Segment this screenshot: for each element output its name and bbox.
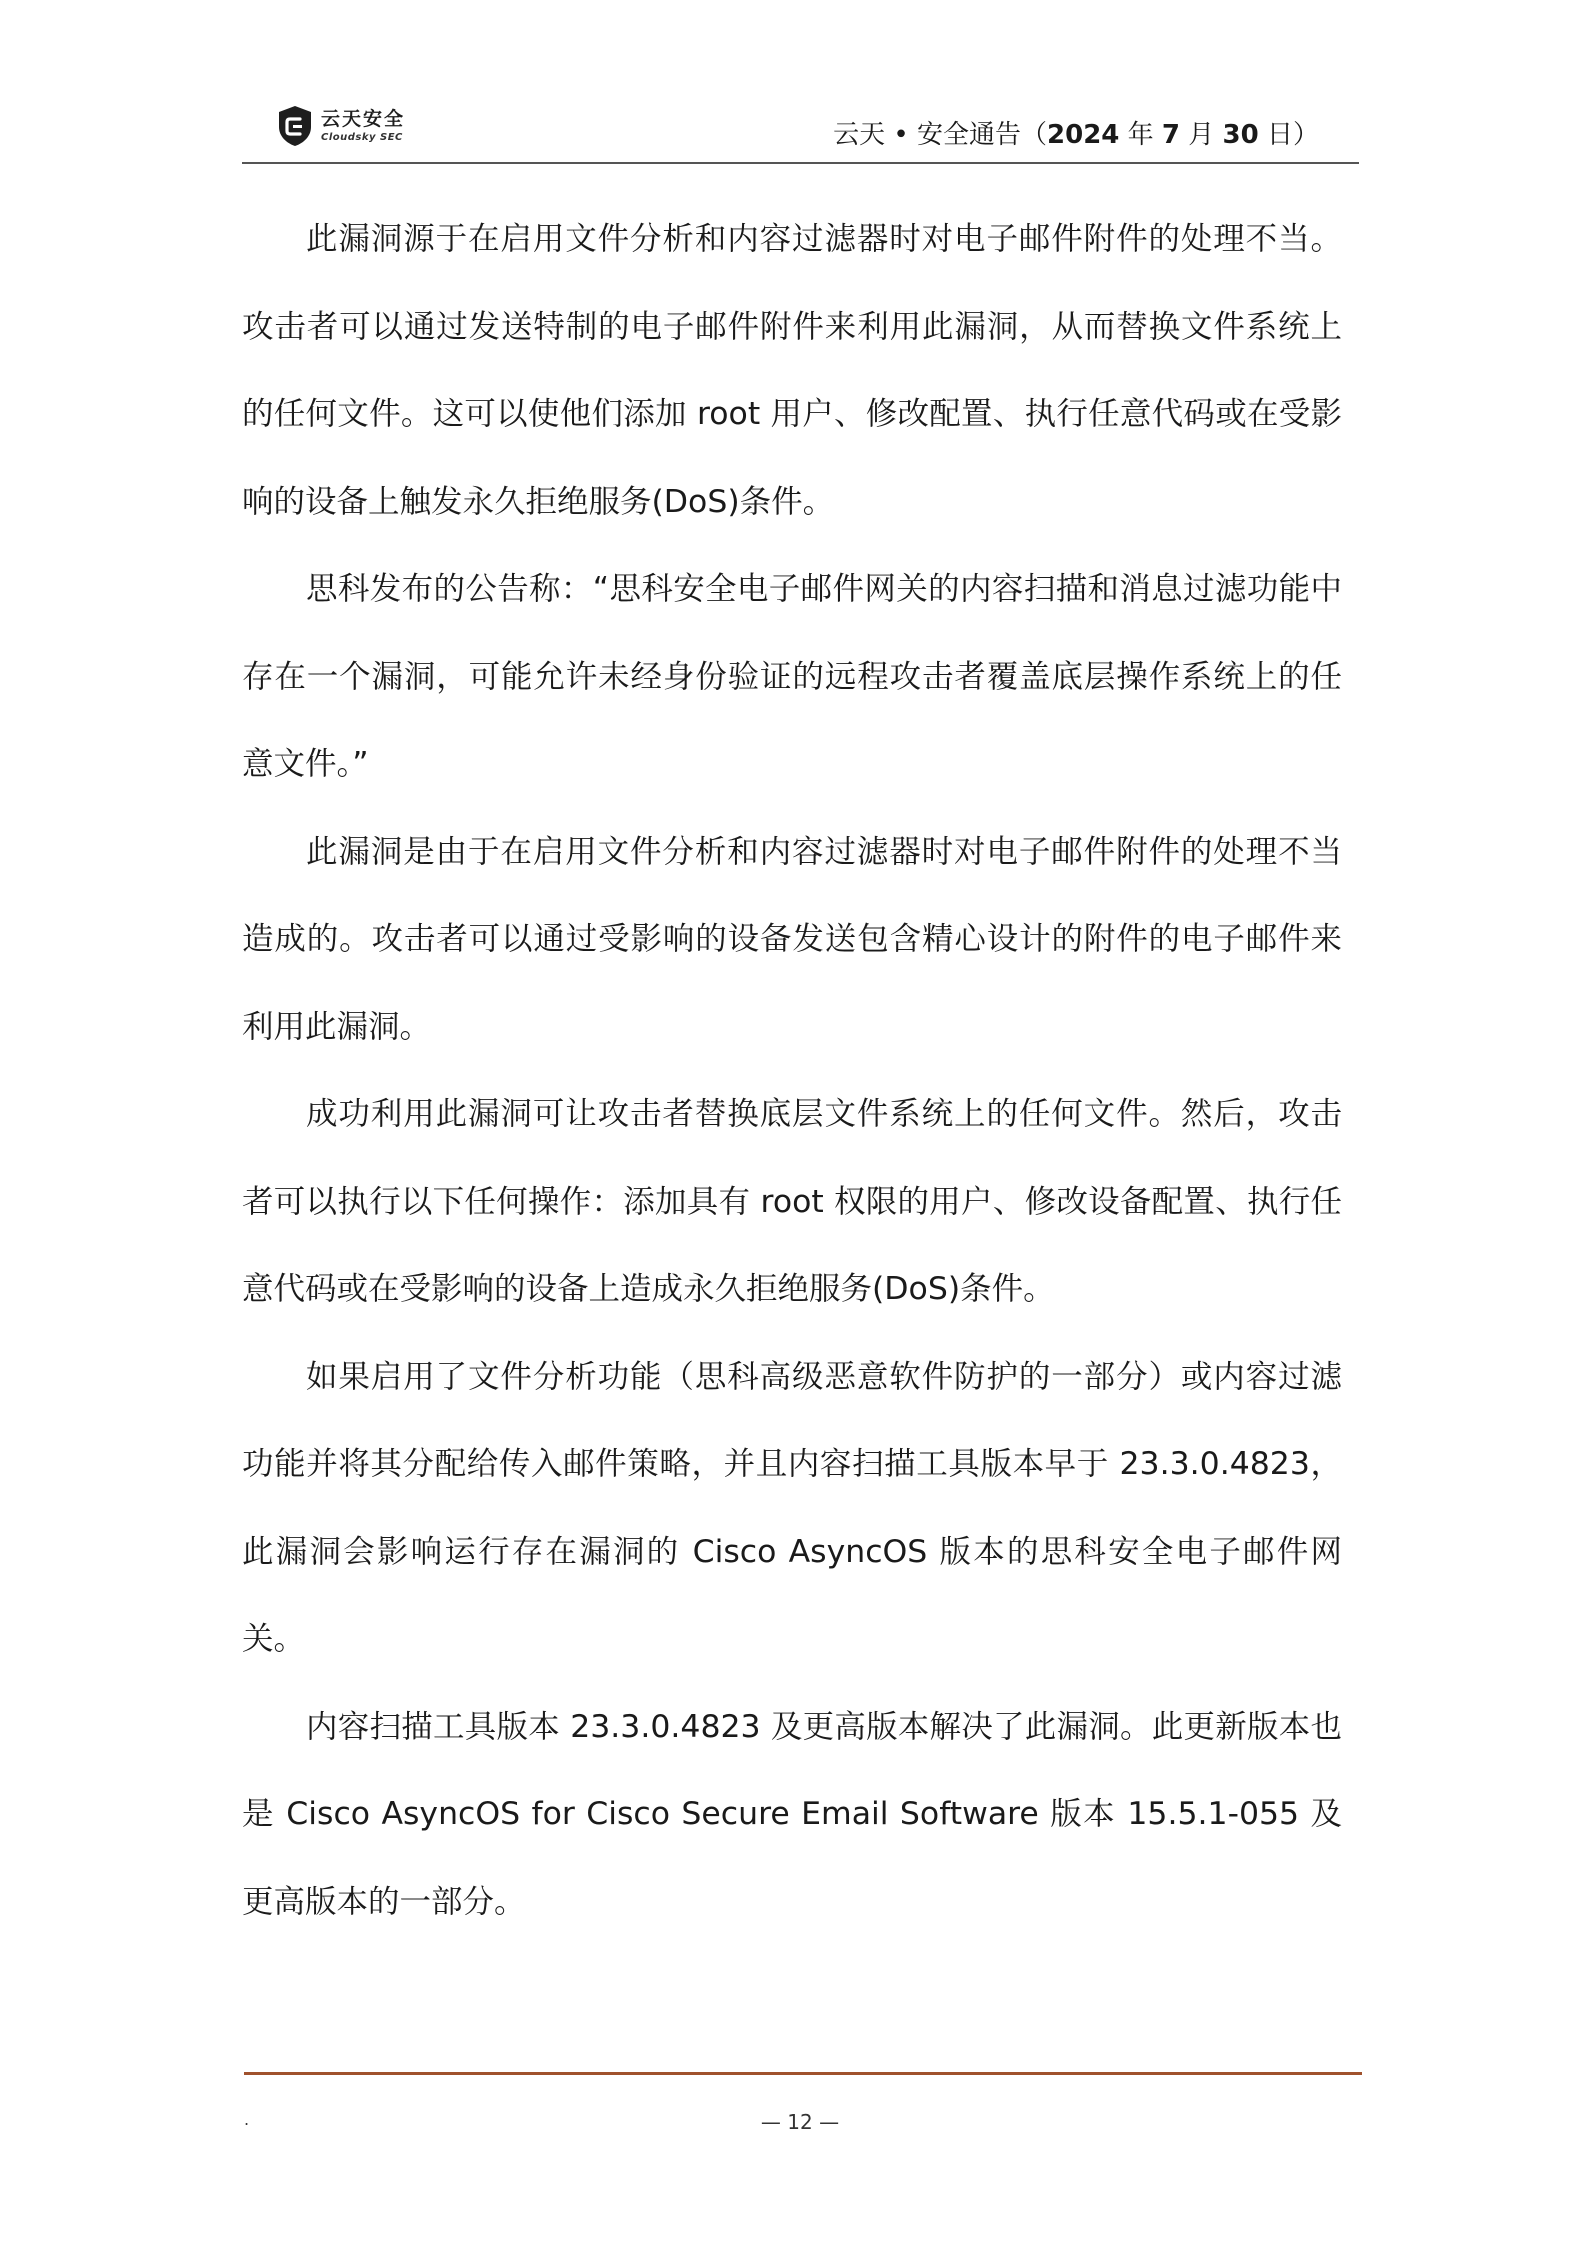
logo-cn-text: 云天安全 <box>321 107 406 130</box>
page-header <box>242 92 1359 162</box>
header-day: 30 <box>1222 120 1259 150</box>
header-title-prefix: 云天 • 安全通告（ <box>833 120 1048 150</box>
company-logo <box>277 99 405 153</box>
header-divider <box>242 162 1359 164</box>
logo-en-text: Cloudsky SEC <box>321 131 403 143</box>
footer-divider <box>244 2072 1362 2075</box>
page-number: — 12 — <box>760 2110 840 2134</box>
paragraph: 如果启用了文件分析功能（思科高级恶意软件防护的一部分）或内容过滤功能并将其分配给传入邮件策略，并且内容扫描工具版本早于 23.3.0.4823，此漏洞会影响运行存在漏洞的 Cisco AsyncOS 版本的思科安全电子邮件网关。 <box>242 1358 1342 1657</box>
paragraph: 内容扫描工具版本 23.3.0.4823 及更高版本解决了此漏洞。此更新版本也是 Cisco AsyncOS for Cisco Secure Email Software 版本 15.5.1-055 及更高版本的一部分。 <box>242 1708 1342 1920</box>
paragraph: 此漏洞源于在启用文件分析和内容过滤器时对电子邮件附件的处理不当。攻击者可以通过发送特制的电子邮件附件来利用此漏洞，从而替换文件系统上的任何文件。这可以使他们添加 root 用户、修改配置、执行任意代码或在受影响的设备上触发永久拒绝服务(DoS)条件。 <box>242 221 1342 520</box>
header-year: 2024 <box>1047 120 1120 150</box>
header-month: 7 <box>1161 120 1181 150</box>
paragraph: 成功利用此漏洞可让攻击者替换底层文件系统上的任何文件。然后，攻击者可以执行以下任何操作：添加具有 root 权限的用户、修改设备配置、执行任意代码或在受影响的设备上造成永久拒绝服务(DoS)条件。 <box>242 1096 1342 1307</box>
header-month-unit: 月 <box>1180 120 1223 150</box>
header-title <box>833 114 1319 151</box>
header-title-suffix: 日） <box>1258 120 1319 150</box>
paragraph: 此漏洞是由于在启用文件分析和内容过滤器时对电子邮件附件的处理不当造成的。攻击者可以通过受影响的设备发送包含精心设计的附件的电子邮件来利用此漏洞。 <box>242 833 1342 1045</box>
footer-dot: . <box>244 2110 250 2129</box>
paragraph: 思科发布的公告称：“思科安全电子邮件网关的内容扫描和消息过滤功能中存在一个漏洞，可能允许未经身份验证的远程攻击者覆盖底层操作系统上的任意文件。” <box>242 571 1342 782</box>
shield-logo-icon <box>277 105 313 147</box>
document-body <box>242 196 1342 1946</box>
header-year-unit: 年 <box>1119 120 1162 150</box>
